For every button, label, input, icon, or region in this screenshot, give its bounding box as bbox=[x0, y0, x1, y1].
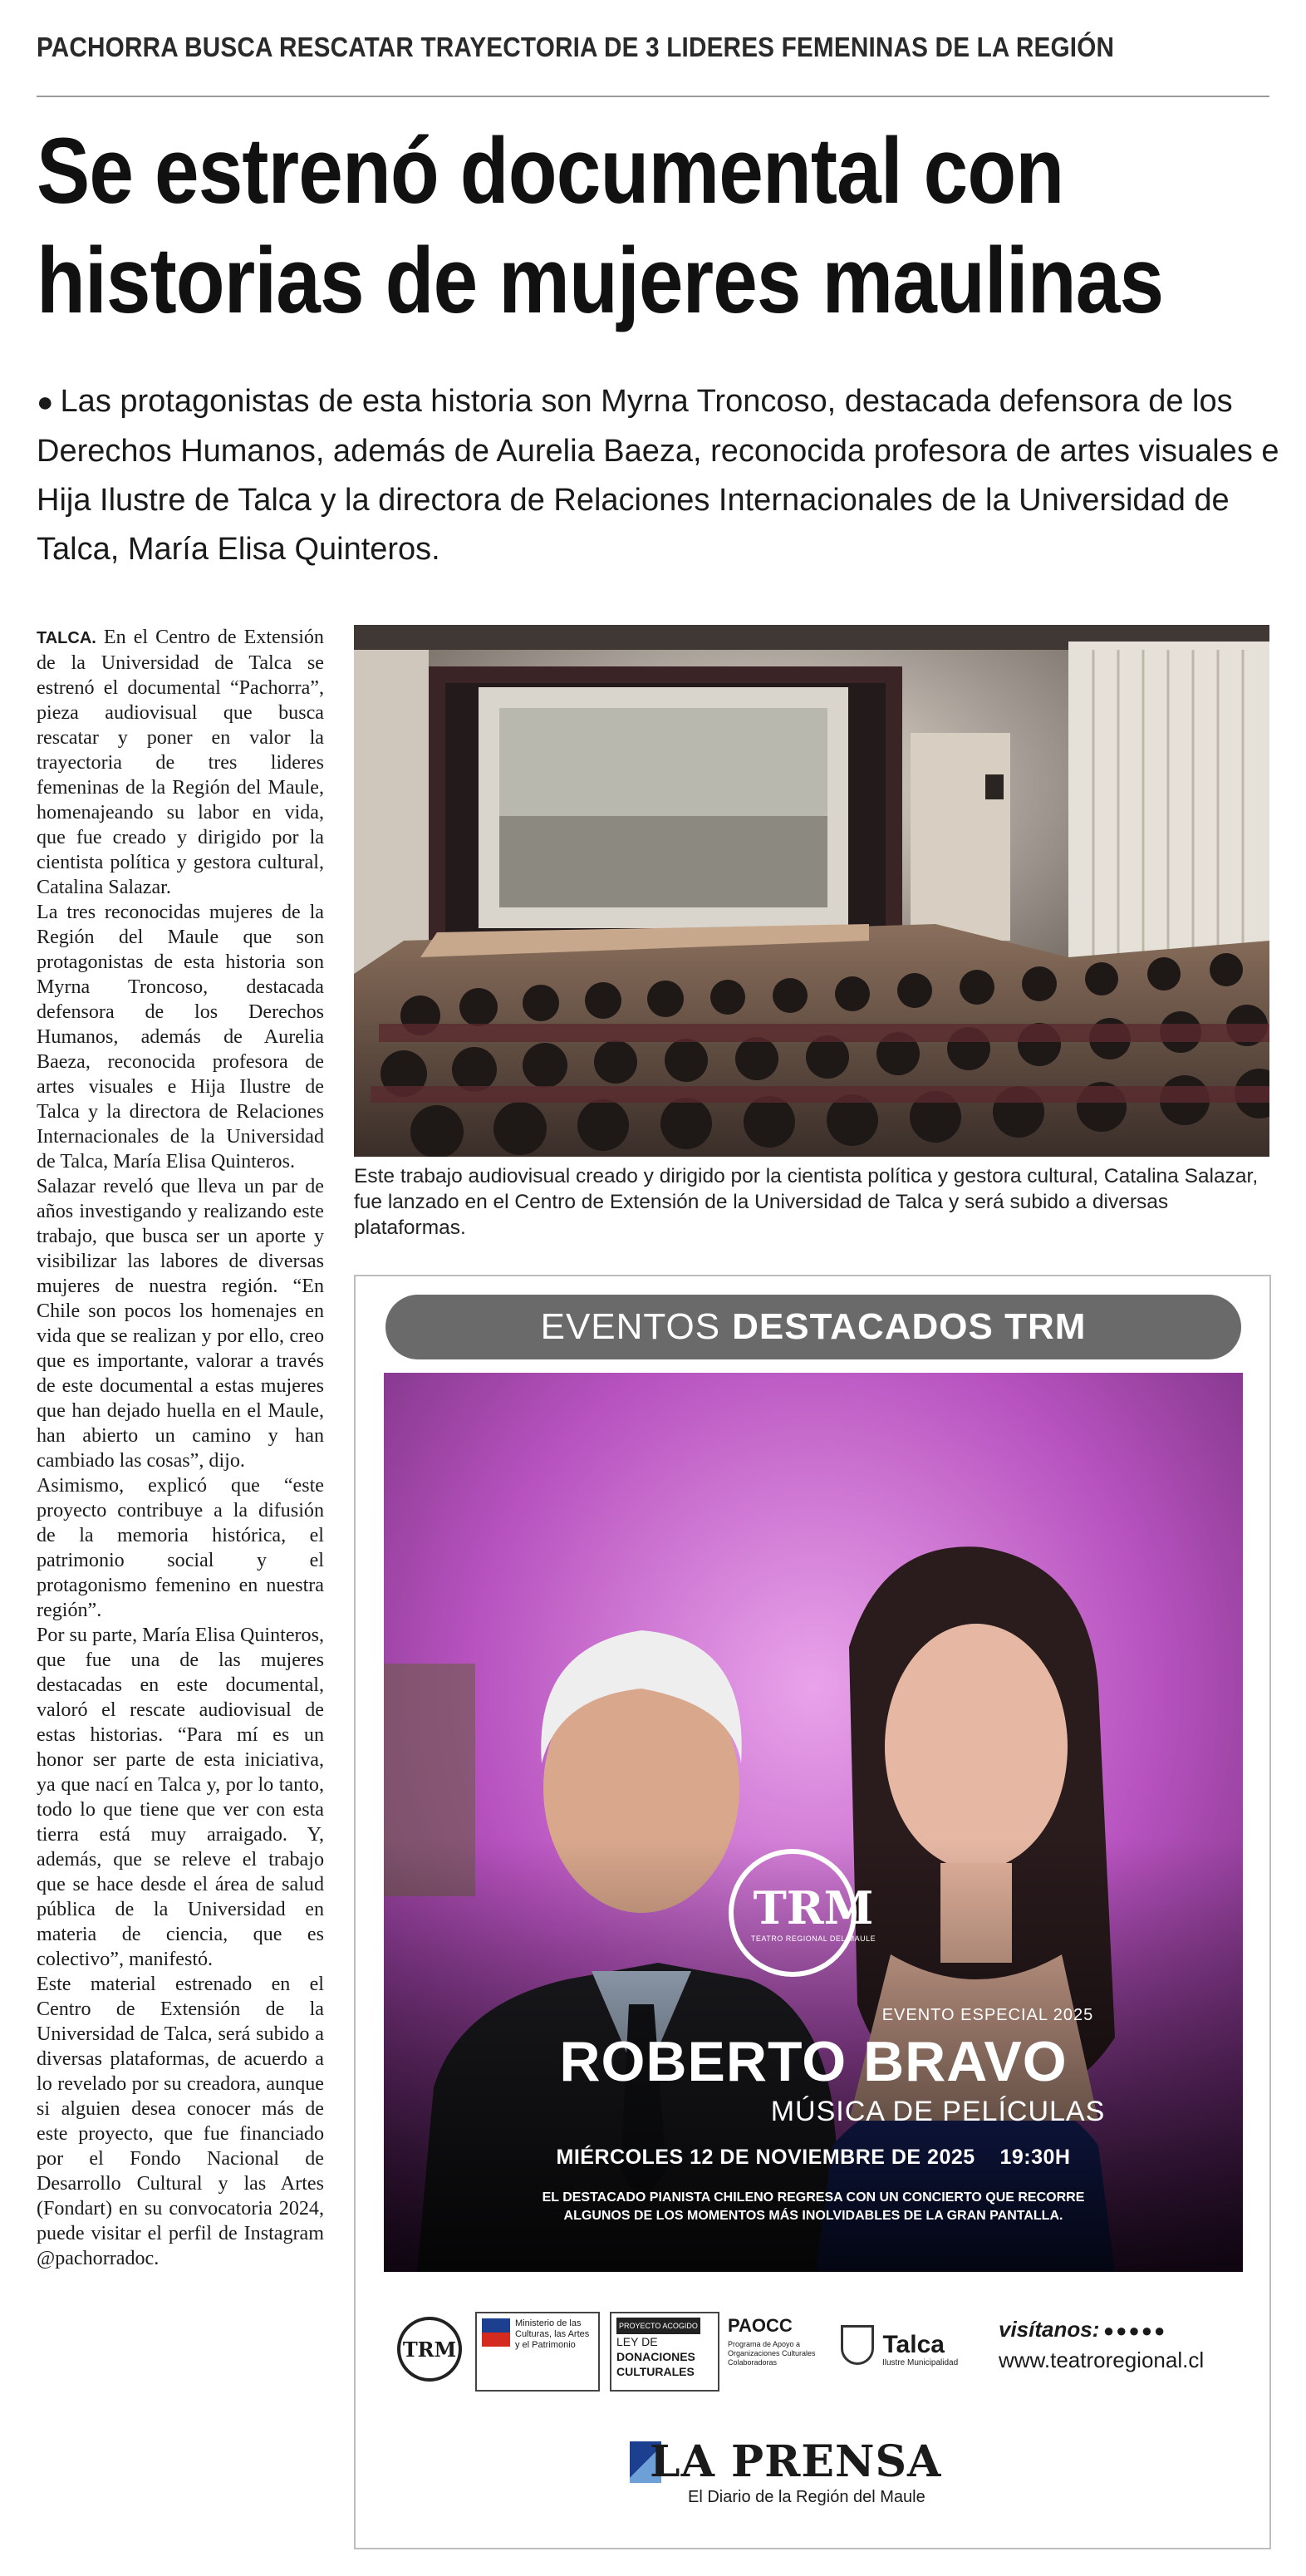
ley-line-2: DONACIONES bbox=[616, 2350, 695, 2363]
bullet-icon: ● bbox=[37, 386, 54, 418]
article-body bbox=[37, 625, 324, 2271]
event-description-1: EL DESTACADO PIANISTA CHILENO REGRESA CON UN CONCIERTO QUE RECORRE bbox=[542, 2190, 1085, 2205]
poster-art bbox=[384, 1373, 1243, 2272]
dateline: TALCA. bbox=[37, 629, 96, 647]
advertisement[interactable] bbox=[354, 1275, 1271, 2549]
masthead-tagline: El Diario de la Región del Maule bbox=[688, 2488, 925, 2506]
show-title: MÚSICA DE PELÍCULAS bbox=[770, 2096, 1106, 2127]
visit-us bbox=[999, 2317, 1240, 2373]
talca-sub: Ilustre Municipalidad bbox=[882, 2358, 959, 2367]
article-paragraph-1 bbox=[37, 625, 324, 900]
event-time: 19:30H bbox=[999, 2146, 1071, 2169]
article-paragraph-4: Asimismo, explicó que “este proyecto contribuye a la difusión de la memoria histórica, el patrimonio social y el protagonismo femenino en nuestra región”. bbox=[37, 1475, 324, 1621]
event-poster[interactable] bbox=[384, 1373, 1243, 2272]
ministry-text: Ministerio de las Culturas, las Artes y el Patrimonio bbox=[515, 2318, 590, 2350]
lead-paragraph bbox=[37, 377, 1283, 574]
headline bbox=[37, 116, 1251, 336]
paocc-text: PAOCC bbox=[728, 2315, 793, 2336]
ad-header-light: EVENTOS bbox=[540, 1306, 721, 1347]
social-icons[interactable]: ●●●●● bbox=[1102, 2320, 1167, 2341]
kicker: PACHORRA BUSCA RESCATAR TRAYECTORIA DE 3 LIDERES FEMENINAS DE LA REGIÓN bbox=[37, 32, 1115, 62]
ministry-flag-icon bbox=[482, 2318, 510, 2347]
sponsor-talca bbox=[841, 2325, 982, 2367]
sponsor-ministry bbox=[475, 2312, 600, 2392]
website-link[interactable]: www.teatroregional.cl bbox=[999, 2347, 1205, 2372]
trm-logo-subtitle: TEATRO REGIONAL DEL MAULE bbox=[750, 1934, 876, 1943]
ley-tag: PROYECTO ACOGIDO bbox=[616, 2318, 700, 2334]
article-paragraph-6: Este material estrenado en el Centro de Extensión de la Universidad de Talca, será subido a diversas plataformas, de acuerdo a lo revelado por su creadora, aunque si alguien desea conocer más de este proyecto, que fue financiado por el Fondo Nacional de Desarrollo Cultural y las Artes (Fondart) en su convocatoria 2024, puede visitar el perfil de Instagram @pachorradoc. bbox=[37, 1974, 324, 2269]
visit-label: visítanos: bbox=[999, 2317, 1100, 2342]
la-prensa-masthead bbox=[630, 2436, 995, 2511]
auditorium-photo bbox=[354, 625, 1269, 1157]
sponsor-paocc bbox=[728, 2315, 827, 2367]
sponsor-trm bbox=[397, 2317, 462, 2382]
event-type: EVENTO ESPECIAL 2025 bbox=[881, 2006, 1094, 2024]
auditorium-illustration bbox=[354, 625, 1269, 1157]
masthead-name: LA PRENSA bbox=[650, 2436, 942, 2487]
ley-line-1: LEY DE bbox=[616, 2335, 658, 2348]
ley-line-3: CULTURALES bbox=[616, 2365, 695, 2378]
event-description-2: ALGUNOS DE LOS MOMENTOS MÁS INOLVIDABLES DE LA GRAN PANTALLA. bbox=[563, 2209, 1063, 2223]
ad-header-bold: DESTACADOS TRM bbox=[732, 1306, 1087, 1347]
paocc-sub: Programa de Apoyo a Organizaciones Culturales Colaboradoras bbox=[728, 2340, 816, 2367]
event-date: MIÉRCOLES 12 DE NOVIEMBRE DE 2025 bbox=[556, 2146, 975, 2169]
headline-line-2: historias de mujeres maulinas bbox=[37, 229, 1164, 332]
article-paragraph-5: Por su parte, María Elisa Quinteros, que fue una de las mujeres destacadas en este documental, valoró el rescate audiovisual de estas historias. “Para mí es un honor ser parte de esta iniciativa, ya que nací en Talca y, por lo tanto, todo lo que tiene que ver con esta tierra está muy arraigado. Y, además, que se releve el trabajo que se hace desde el área de salud pública de la Universidad en materia de ciencia, que es colectivo”, manifestó. bbox=[37, 1625, 324, 1970]
talca-crest-icon bbox=[841, 2325, 874, 2365]
talca-text: Talca bbox=[882, 2331, 945, 2358]
sponsor-trm-text: TRM bbox=[402, 2337, 457, 2362]
ad-header bbox=[385, 1295, 1241, 1359]
sponsor-ley-donaciones bbox=[610, 2312, 719, 2392]
headline-line-1: Se estrenó documental con bbox=[37, 119, 1064, 223]
artist-name: ROBERTO BRAVO bbox=[559, 2030, 1068, 2093]
sponsor-strip bbox=[384, 2305, 1243, 2405]
photo-caption: Este trabajo audiovisual creado y dirigido por la cientista política y gestora cultural, Catalina Salazar, fue lanzado en el Centro de Extensión de la Universidad de Talca y será subido a diversas plataformas. bbox=[354, 1165, 1259, 1239]
kicker-divider bbox=[37, 96, 1269, 97]
trm-logo-text: TRM bbox=[753, 1881, 874, 1934]
paragraph-1-text: En el Centro de Extensión de la Universidad de Talca se estrenó el documental “Pachorra”, pieza audiovisual que busca rescatar y poner en valor la trayectoria de tres lideres femeninas de la Región del Maule, homenajeando su labor en vida, que fue creado y dirigido por la cientista política y gestora cultural, Catalina Salazar. bbox=[37, 627, 324, 898]
lead-text: Las protagonistas de esta historia son Myrna Troncoso, destacada defensora de los Derechos Humanos, además de Aurelia Baeza, reconocida profesora de artes visuales e Hija Ilustre de Talca y la directora de Relaciones Internacionales de la Universidad de Talca, María Elisa Quinteros. bbox=[37, 384, 1279, 567]
event-datetime bbox=[384, 2146, 1243, 2170]
article-paragraph-3: Salazar reveló que lleva un par de años investigando y realizando este trabajo, que busca ser un aporte y visibilizar las labores de diversas mujeres de nuestra región. “En Chile son pocos los homenajes en vida que se realizan y por ello, creo que es importante, valorar a través de este documental a estas mujeres que han dejado huella en el Maule, han abierto un camino y han cambiado las cosas”, dijo. bbox=[37, 1176, 324, 1472]
article-paragraph-2: La tres reconocidas mujeres de la Región del Maule que son protagonistas de esta historia son Myrna Troncoso, destacada defensora de los Derechos Humanos, además de Aurelia Baeza, reconocida profesora de artes visuales e Hija Ilustre de Talca y la directora de Relaciones Internacionales de la Universidad de Talca, María Elisa Quinteros. bbox=[37, 902, 324, 1172]
